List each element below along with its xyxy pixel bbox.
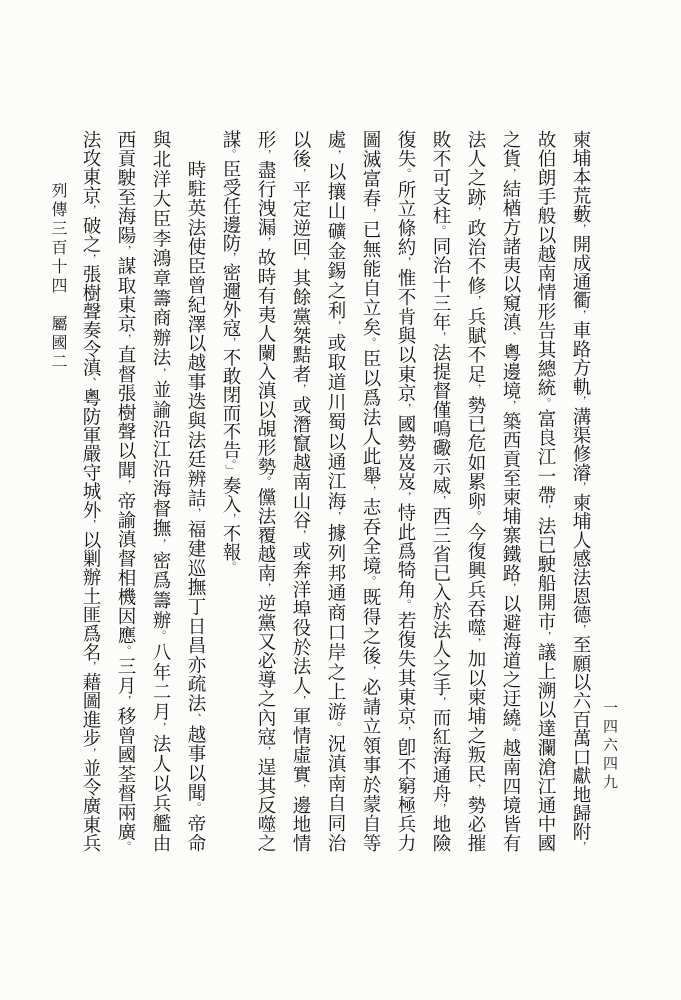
punctuation-mark: ， [154, 722, 167, 735]
punctuation-mark: ， [329, 320, 342, 334]
punctuation-mark: ， [294, 383, 307, 396]
punctuation-mark: ， [574, 223, 587, 235]
punctuation-mark: ， [469, 206, 482, 219]
punctuation-mark: ， [574, 624, 587, 636]
punctuation-mark: 。 [539, 397, 552, 410]
punctuation-mark: ， [84, 253, 97, 265]
punctuation-mark: 、 [189, 713, 202, 726]
punctuation-mark: 。 [224, 459, 237, 465]
punctuation-mark: ， [84, 747, 97, 759]
text-column-6: 復失。所立條約，惟不肯與以東京，國勢岌岌，恃此爲犄角。若復失其東京，卽不窮極兵力 [395, 130, 416, 853]
punctuation-mark: ， [504, 582, 517, 595]
punctuation-mark: ， [154, 367, 167, 381]
punctuation-mark: ， [399, 256, 412, 269]
punctuation-mark: 。 [224, 561, 237, 573]
punctuation-mark: ， [224, 513, 237, 525]
punctuation-mark: 。 [119, 841, 132, 853]
punctuation-mark: 。 [364, 575, 377, 588]
text-column-7: 圖滅富春，已無能自立矣。臣以爲法人此舉，志吞全境。既得之後，必請立領事於蒙自等 [360, 130, 381, 853]
text-column-3: 之貨，結楢方諸夷以窺滇、粵邊境，築西貢至柬埔寨鐵路，以避海道之迂繞。越南四境皆有 [500, 130, 521, 853]
text-column-12: 時駐英法使臣曾紀澤以越事迭與法廷辨詰，福建巡撫丁日昌亦疏法、越事以聞。帝命 [185, 160, 206, 853]
punctuation-mark: ， [224, 337, 237, 349]
punctuation-mark: ， [119, 333, 132, 346]
punctuation-mark: ， [364, 485, 377, 498]
punctuation-mark: ， [399, 403, 412, 415]
punctuation-mark: ， [469, 637, 482, 650]
punctuation-mark: 。 [189, 802, 202, 815]
text-column-14: 西貢駛至海陽，謀取東京，直督張樹聲以聞，帝諭滇督相機因應。三月，移曾國荃督兩廣。 [115, 130, 136, 853]
punctuation-mark: ， [399, 491, 412, 504]
punctuation-mark: 。 [364, 337, 377, 350]
punctuation-mark: 。 [399, 168, 412, 181]
punctuation-mark: 。 [469, 510, 482, 523]
punctuation-mark: 。 [119, 645, 132, 657]
punctuation-mark: ， [539, 631, 552, 643]
punctuation-mark: ， [504, 400, 517, 412]
punctuation-mark: 。 [329, 722, 342, 735]
text-column-9: 以後，平定逆回，其餘黨桀黠者，或潛竄越南山谷，或奔洋埠役於法人，軍情虛實，邊地情 [290, 130, 311, 853]
punctuation-mark: ， [434, 696, 447, 709]
punctuation-mark: 、 [504, 331, 517, 344]
punctuation-mark: ， [119, 479, 132, 492]
page-number: 一四六四九 [601, 700, 619, 793]
punctuation-mark: 。 [224, 148, 237, 160]
punctuation-mark: ， [364, 208, 377, 221]
punctuation-mark: ， [434, 331, 447, 344]
punctuation-mark: ， [119, 245, 132, 257]
punctuation-mark: ， [574, 481, 587, 494]
punctuation-mark: ， [154, 538, 167, 552]
punctuation-mark: ， [504, 168, 517, 180]
punctuation-mark: ， [329, 511, 342, 524]
punctuation-mark: 。 [434, 225, 447, 237]
punctuation-mark: ， [399, 726, 412, 738]
punctuation-mark: ， [259, 746, 272, 758]
punctuation-mark: 」 [224, 464, 237, 476]
punctuation-mark: ， [259, 582, 272, 595]
punctuation-mark: ， [434, 803, 447, 815]
punctuation-mark: ， [294, 529, 307, 542]
punctuation-mark: ， [84, 519, 97, 531]
text-column-15: 法攻東京，破之，張樹聲奏令滇、粵防軍嚴守城外，以剿辦土匪爲名，藉圖進步，並令廣東兵 [80, 130, 101, 853]
punctuation-mark: 、 [84, 377, 97, 389]
text-column-10: 形，盡行洩漏，故時有夷人闌入滇以覘形勢。儻法覆越南，逆黨又必導之內寇，逞其反噬之 [255, 130, 276, 853]
text-column-8: 處，以攘山礦金錫之利，或取道川蜀以通江海，據列邦通商口岸之上游。況滇南自同治 [325, 130, 346, 852]
punctuation-mark: ， [259, 236, 272, 249]
punctuation-mark: ， [469, 295, 482, 308]
punctuation-mark: ， [259, 149, 272, 161]
punctuation-mark: 。 [259, 476, 272, 488]
punctuation-mark: 。 [399, 599, 412, 612]
punctuation-mark: ， [329, 149, 342, 163]
punctuation-mark: ， [84, 204, 97, 217]
punctuation-mark: ， [84, 661, 97, 673]
punctuation-mark: ， [189, 507, 202, 520]
text-column-13: 與北洋大臣李鴻章籌商辦法，並諭沿江沿海督撫，密爲籌辦。八年二月，法人以兵艦由 [150, 130, 171, 852]
text-column-2: 故伯朗手般以越南情形告其總統。富良江一帶，法已駛船開市，議上溯以達瀾滄江通中國 [535, 130, 556, 853]
text-column-5: 敗不可支柱。同治十三年，法提督僅鳴礮示威，西三省已入於法人之手，而紅海通舟，地險 [430, 130, 451, 853]
text-column-4: 法人之跡，政治不修，兵賦不足，勢已危如累卵。今復興兵吞噬，加以柬埔之叛民，勢必摧 [465, 130, 486, 853]
text-column-11: 謀。臣受任邊防，密邇外寇，不敢閉而不告。」奏入，不報。 [220, 130, 241, 573]
punctuation-mark: 。 [504, 727, 517, 739]
running-head: 列傳三百十四 屬國二 [49, 182, 68, 372]
punctuation-mark: ， [294, 168, 307, 181]
punctuation-mark: ， [434, 495, 447, 507]
punctuation-mark: ， [574, 841, 587, 853]
punctuation-mark: ， [224, 252, 237, 264]
text-column-1: 柬埔本荒藪，開成通衢，車路方軌，溝渠修濬，柬埔人感法恩德，至願以六百萬口獻地歸附， [570, 130, 591, 853]
punctuation-mark: ， [469, 383, 482, 396]
punctuation-mark: ， [574, 395, 587, 408]
punctuation-mark: ， [539, 504, 552, 517]
punctuation-mark: ， [294, 256, 307, 269]
punctuation-mark: 。 [154, 630, 167, 643]
punctuation-mark: ， [469, 783, 482, 796]
punctuation-mark: ， [364, 665, 377, 678]
punctuation-mark: ， [294, 783, 307, 796]
punctuation-mark: ， [119, 695, 132, 707]
punctuation-mark: ， [294, 695, 307, 707]
punctuation-mark: ， [574, 309, 587, 321]
